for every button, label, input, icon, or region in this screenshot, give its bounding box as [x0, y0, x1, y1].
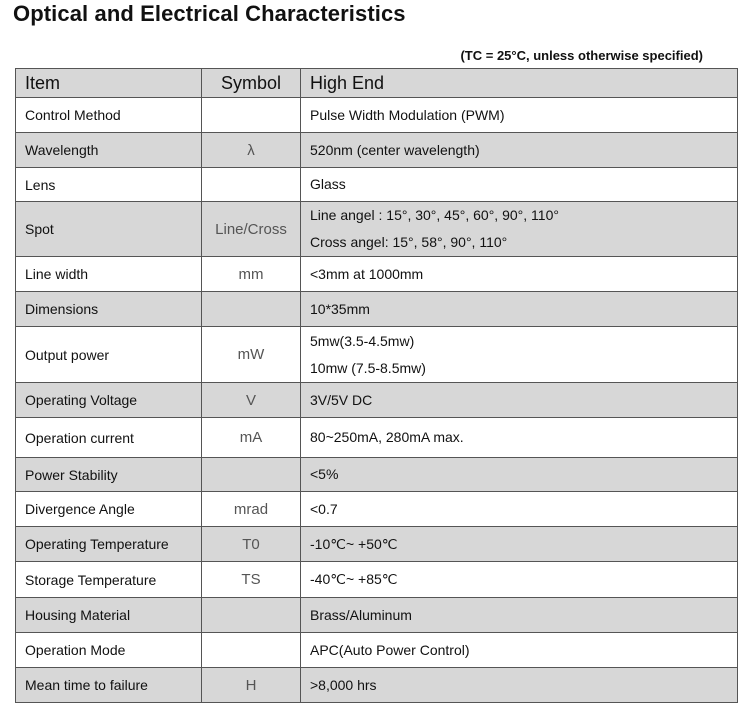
- cell-value: [301, 458, 738, 492]
- cell-symbol: [202, 292, 301, 327]
- value-line: Cross angel: 15°, 58°, 90°, 110°: [310, 234, 508, 250]
- table-row: [16, 458, 738, 492]
- cell-value: [301, 668, 738, 703]
- cell-symbol: H: [202, 668, 301, 703]
- cell-symbol: [202, 598, 301, 633]
- cell-item: Operating Temperature: [16, 527, 202, 562]
- value-line: 10mw (7.5-8.5mw): [310, 359, 426, 376]
- cell-value: [301, 418, 738, 458]
- table-row: [16, 257, 738, 292]
- header-value: High End: [301, 69, 738, 98]
- value-line: >8,000 hrs: [310, 676, 377, 693]
- cell-value: [301, 383, 738, 418]
- cell-symbol: [202, 98, 301, 133]
- cell-value: [301, 562, 738, 598]
- value-line: APC(Auto Power Control): [310, 641, 470, 658]
- value-line: 3V/5V DC: [310, 391, 373, 408]
- header-symbol: Symbol: [202, 69, 301, 98]
- cell-symbol: mW: [202, 327, 301, 383]
- cell-value: [301, 327, 738, 383]
- cell-item: Operation current: [16, 418, 202, 458]
- cell-symbol: TS: [202, 562, 301, 598]
- table-row: [16, 492, 738, 527]
- cell-value: [301, 598, 738, 633]
- test-condition-note: (TC = 25°C, unless otherwise specified): [460, 48, 703, 63]
- cell-symbol: T0: [202, 527, 301, 562]
- value-line: <0.7: [310, 500, 338, 517]
- cell-symbol: Line/Cross: [202, 202, 301, 257]
- value-line: Brass/Aluminum: [310, 606, 412, 623]
- cell-item: Power Stability: [16, 458, 202, 492]
- value-line: 10*35mm: [310, 300, 370, 317]
- cell-symbol: mA: [202, 418, 301, 458]
- cell-value: [301, 527, 738, 562]
- table-header-row: [16, 69, 738, 98]
- header-item: Item: [16, 69, 202, 98]
- table-row: [16, 562, 738, 598]
- value-line: -40℃~ +85℃: [310, 571, 398, 587]
- cell-item: Spot: [16, 202, 202, 257]
- cell-item: Dimensions: [16, 292, 202, 327]
- cell-item: Output power: [16, 327, 202, 383]
- table-row: [16, 383, 738, 418]
- cell-item: Divergence Angle: [16, 492, 202, 527]
- cell-symbol: [202, 633, 301, 668]
- table-row: [16, 418, 738, 458]
- table-row: [16, 98, 738, 133]
- value-line: <5%: [310, 466, 339, 482]
- cell-symbol: V: [202, 383, 301, 418]
- cell-value: [301, 633, 738, 668]
- cell-item: Line width: [16, 257, 202, 292]
- cell-value: [301, 257, 738, 292]
- cell-item: Lens: [16, 168, 202, 202]
- table-row: [16, 527, 738, 562]
- cell-value: [301, 292, 738, 327]
- value-line: 80~250mA, 280mA max.: [310, 429, 464, 445]
- cell-item: Housing Material: [16, 598, 202, 633]
- page-title: Optical and Electrical Characteristics: [13, 1, 406, 26]
- value-line: Glass: [310, 176, 346, 192]
- value-line: -10℃~ +50℃: [310, 535, 398, 552]
- table-row: [16, 202, 738, 257]
- cell-item: Wavelength: [16, 133, 202, 168]
- value-line: 5mw(3.5-4.5mw): [310, 332, 415, 349]
- table-row: [16, 168, 738, 202]
- cell-value: [301, 202, 738, 257]
- cell-symbol: [202, 168, 301, 202]
- cell-item: Operating Voltage: [16, 383, 202, 418]
- value-line: <3mm at 1000mm: [310, 265, 424, 282]
- cell-value: [301, 492, 738, 527]
- table-row: [16, 598, 738, 633]
- cell-symbol: λ: [202, 133, 301, 168]
- value-line: 520nm (center wavelength): [310, 141, 480, 158]
- table-row: [16, 633, 738, 668]
- value-line: Line angel : 15°, 30°, 45°, 60°, 90°, 110°: [310, 207, 559, 223]
- cell-item: Control Method: [16, 98, 202, 133]
- table-row: [16, 292, 738, 327]
- cell-item: Operation Mode: [16, 633, 202, 668]
- table-row: [16, 668, 738, 703]
- cell-value: [301, 168, 738, 202]
- value-line: Pulse Width Modulation (PWM): [310, 106, 505, 123]
- cell-value: [301, 98, 738, 133]
- cell-symbol: [202, 458, 301, 492]
- table-row: [16, 133, 738, 168]
- cell-item: Mean time to failure: [16, 668, 202, 703]
- cell-symbol: mm: [202, 257, 301, 292]
- spec-table: [15, 68, 738, 703]
- table-row: [16, 327, 738, 383]
- cell-item: Storage Temperature: [16, 562, 202, 598]
- cell-value: [301, 133, 738, 168]
- cell-symbol: mrad: [202, 492, 301, 527]
